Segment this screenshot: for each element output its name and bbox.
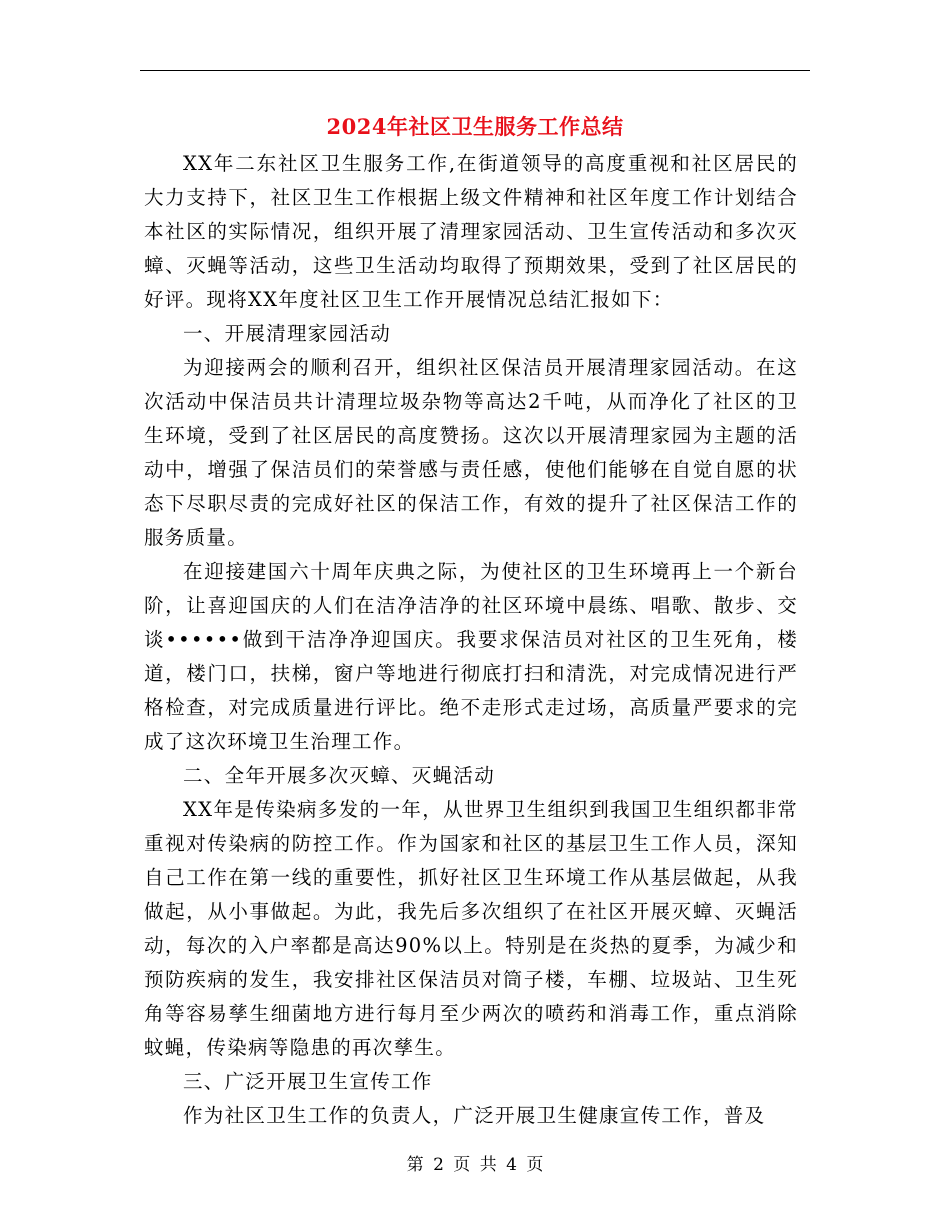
page-number: 第 2 页 共 4 页 [406,1155,544,1175]
document-title: 2024年社区卫生服务工作总结 [326,114,624,139]
paragraph-national-day: 在迎接建国六十周年庆典之际，为使社区的卫生环境再上一个新台阶，让喜迎国庆的人们在洁净洁净的社区环境中晨练、唱歌、散步、交谈••••••做到干洁净净迎国庆。我要求保洁员对社区的卫生死角，楼道，楼门口，扶梯，窗户等地进行彻底打扫和清洗，对完成情况进行严格检查，对完成质量进行评比。绝不走形式走过场，高质量严要求的完成了这次环境卫生治理工作。 [144,560,798,753]
section-heading-3: 三、广泛开展卫生宣传工作 [183,1070,433,1093]
section-heading-2: 二、全年开展多次灭蟑、灭蝇活动 [183,764,496,787]
paragraph-cleanup: 为迎接两会的顺利召开，组织社区保洁员开展清理家园活动。在这次活动中保洁员共计清理垃圾杂物等高达2千吨，从而净化了社区的卫生环境，受到了社区居民的高度赞扬。这次以开展清理家园为主题的活动中，增强了保洁员们的荣誉感与责任感，使他们能够在自觉自愿的状态下尽职尽责的完成好社区的保洁工作，有效的提升了社区保洁工作的服务质量。 [144,356,798,549]
section-heading-1: 一、开展清理家园活动 [183,322,392,345]
paragraph-publicity: 作为社区卫生工作的负责人，广泛开展卫生健康宣传工作，普及 [183,1104,766,1127]
paragraph-intro: XX年二东社区卫生服务工作,在街道领导的高度重视和社区居民的大力支持下，社区卫生工作根据上级文件精神和社区年度工作计划结合本社区的实际情况，组织开展了清理家园活动、卫生宣传活动和多次灭蟑、灭蝇等活动，这些卫生活动均取得了预期效果，受到了社区居民的好评。现将XX年度社区卫生工作开展情况总结汇报如下： [144,152,798,311]
paragraph-pest-control: XX年是传染病多发的一年，从世界卫生组织到我国卫生组织都非常重视对传染病的防控工作。作为国家和社区的基层卫生工作人员，深知自己工作在第一线的重要性，抓好社区卫生环境工作从基层做起，从我做起，从小事做起。为此，我先后多次组织了在社区开展灭蟑、灭蝇活动，每次的入户率都是高达90%以上。特别是在炎热的夏季，为减少和预防疾病的发生，我安排社区保洁员对筒子楼，车棚、垃圾站、卫生死角等容易孳生细菌地方进行每月至少两次的喷药和消毒工作，重点消除蚊蝇，传染病等隐患的再次孳生。 [144,798,798,1059]
header-rule [140,70,810,71]
document-body [144,147,798,1133]
